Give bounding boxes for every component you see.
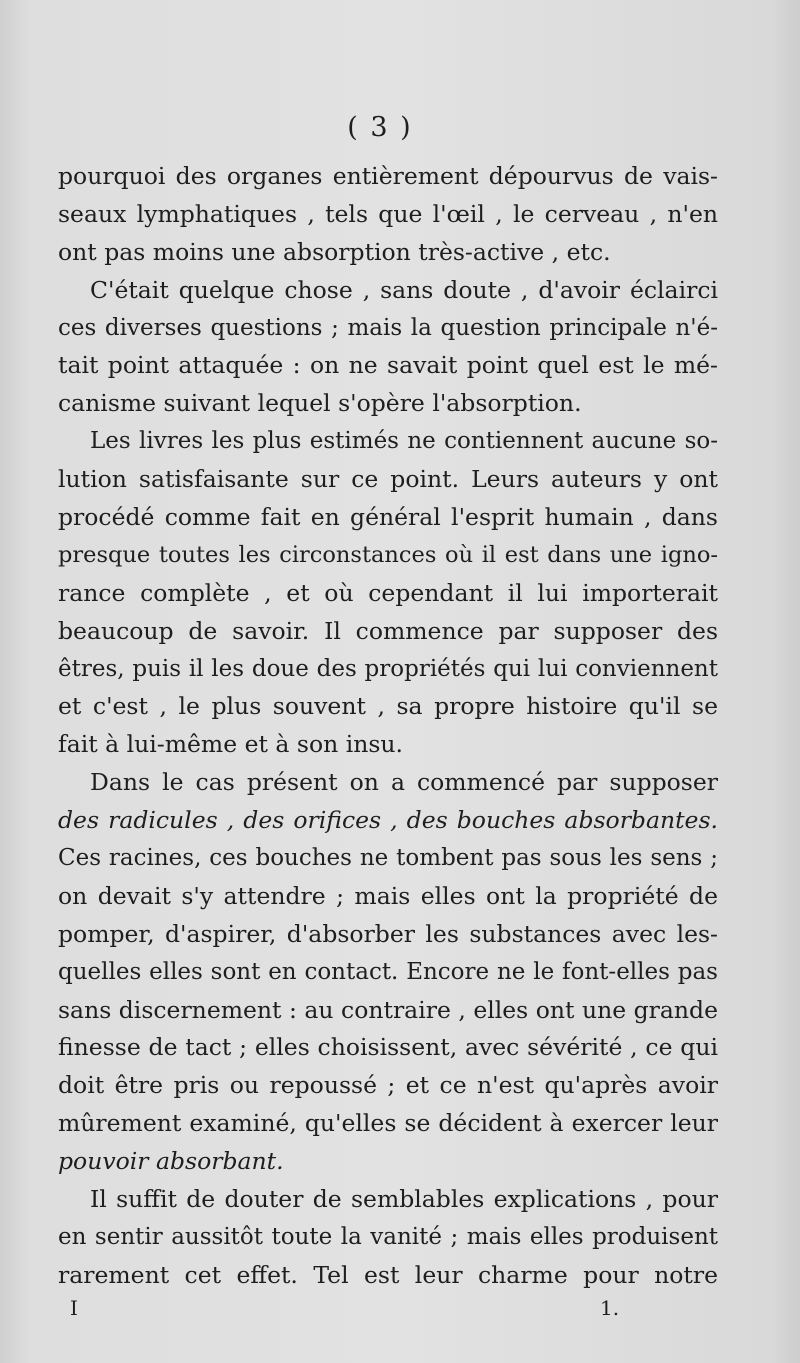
text-line: beaucoup de savoir. Il commence par supposer des bbox=[58, 616, 718, 645]
text-line: seaux lymphatiques , tels que l'œil , le cerveau , n'en bbox=[58, 199, 718, 228]
margin-mark: I bbox=[70, 1296, 78, 1320]
text-line: tait point attaquée : on ne savait point quel est le mé- bbox=[58, 351, 718, 380]
text-line: canisme suivant lequel s'opère l'absorption. bbox=[58, 389, 582, 418]
text-line: quelles elles sont en contact. Encore ne le font-elles pas bbox=[58, 958, 718, 985]
text-line: C'était quelque chose , sans doute , d'avoir éclairci bbox=[90, 275, 718, 304]
text-line bbox=[58, 802, 718, 840]
text-line: presque toutes les circonstances où il est dans une igno- bbox=[58, 541, 718, 568]
text-line: doit être pris ou repoussé ; et ce n'est qu'après avoir bbox=[58, 1071, 718, 1100]
text-line: finesse de tact ; elles choisissent, avec sévérité , ce qui bbox=[58, 1033, 718, 1062]
text-line: procédé comme fait en général l'esprit humain , dans bbox=[58, 503, 718, 532]
text-line: êtres, puis il les doue des propriétés qui lui conviennent bbox=[58, 655, 718, 682]
italic-phrase: pouvoir absorbant. bbox=[58, 1147, 284, 1176]
text-line: rance complète , et où cependant il lui importerait bbox=[58, 578, 718, 607]
text-line: sans discernement : au contraire , elles ont une grande bbox=[58, 995, 718, 1024]
text-line: ces diverses questions ; mais la question principale n'é- bbox=[58, 314, 718, 341]
body-text bbox=[58, 158, 718, 1295]
text-line: en sentir aussitôt toute la vanité ; mais elles produisent bbox=[58, 1223, 718, 1250]
text-line: Dans le cas présent on a commencé par supposer bbox=[90, 768, 718, 797]
text-line: pomper, d'aspirer, d'absorber les substances avec les- bbox=[58, 919, 718, 948]
text-line: Ces racines, ces bouches ne tombent pas sous les sens ; bbox=[58, 845, 718, 872]
text-line: Les livres les plus estimés ne contiennent aucune so- bbox=[90, 428, 718, 455]
text-line: fait à lui-même et à son insu. bbox=[58, 730, 404, 759]
italic-phrase: des radicules , des orifices , des bouches absorbantes. bbox=[58, 806, 718, 835]
text-line: Il suffit de douter de semblables explications , pour bbox=[90, 1185, 718, 1214]
text-line: pourquoi des organes entièrement dépourvus de vais- bbox=[58, 162, 718, 190]
text-line: et c'est , le plus souvent , sa propre histoire qu'il se bbox=[58, 692, 718, 721]
signature-mark: 1. bbox=[600, 1296, 620, 1320]
text-line: on devait s'y attendre ; mais elles ont la propriété de bbox=[58, 881, 718, 910]
text-line: mûrement examiné, qu'elles se décident à exercer leur bbox=[58, 1109, 718, 1138]
text-line: ont pas moins une absorption très-active , etc. bbox=[58, 237, 611, 266]
text-line bbox=[58, 1143, 718, 1181]
page-number: ( 3 ) bbox=[347, 112, 413, 143]
text-line: rarement cet effet. Tel est leur charme pour notre bbox=[58, 1260, 718, 1289]
text-line: lution satisfaisante sur ce point. Leurs auteurs y ont bbox=[58, 465, 718, 494]
